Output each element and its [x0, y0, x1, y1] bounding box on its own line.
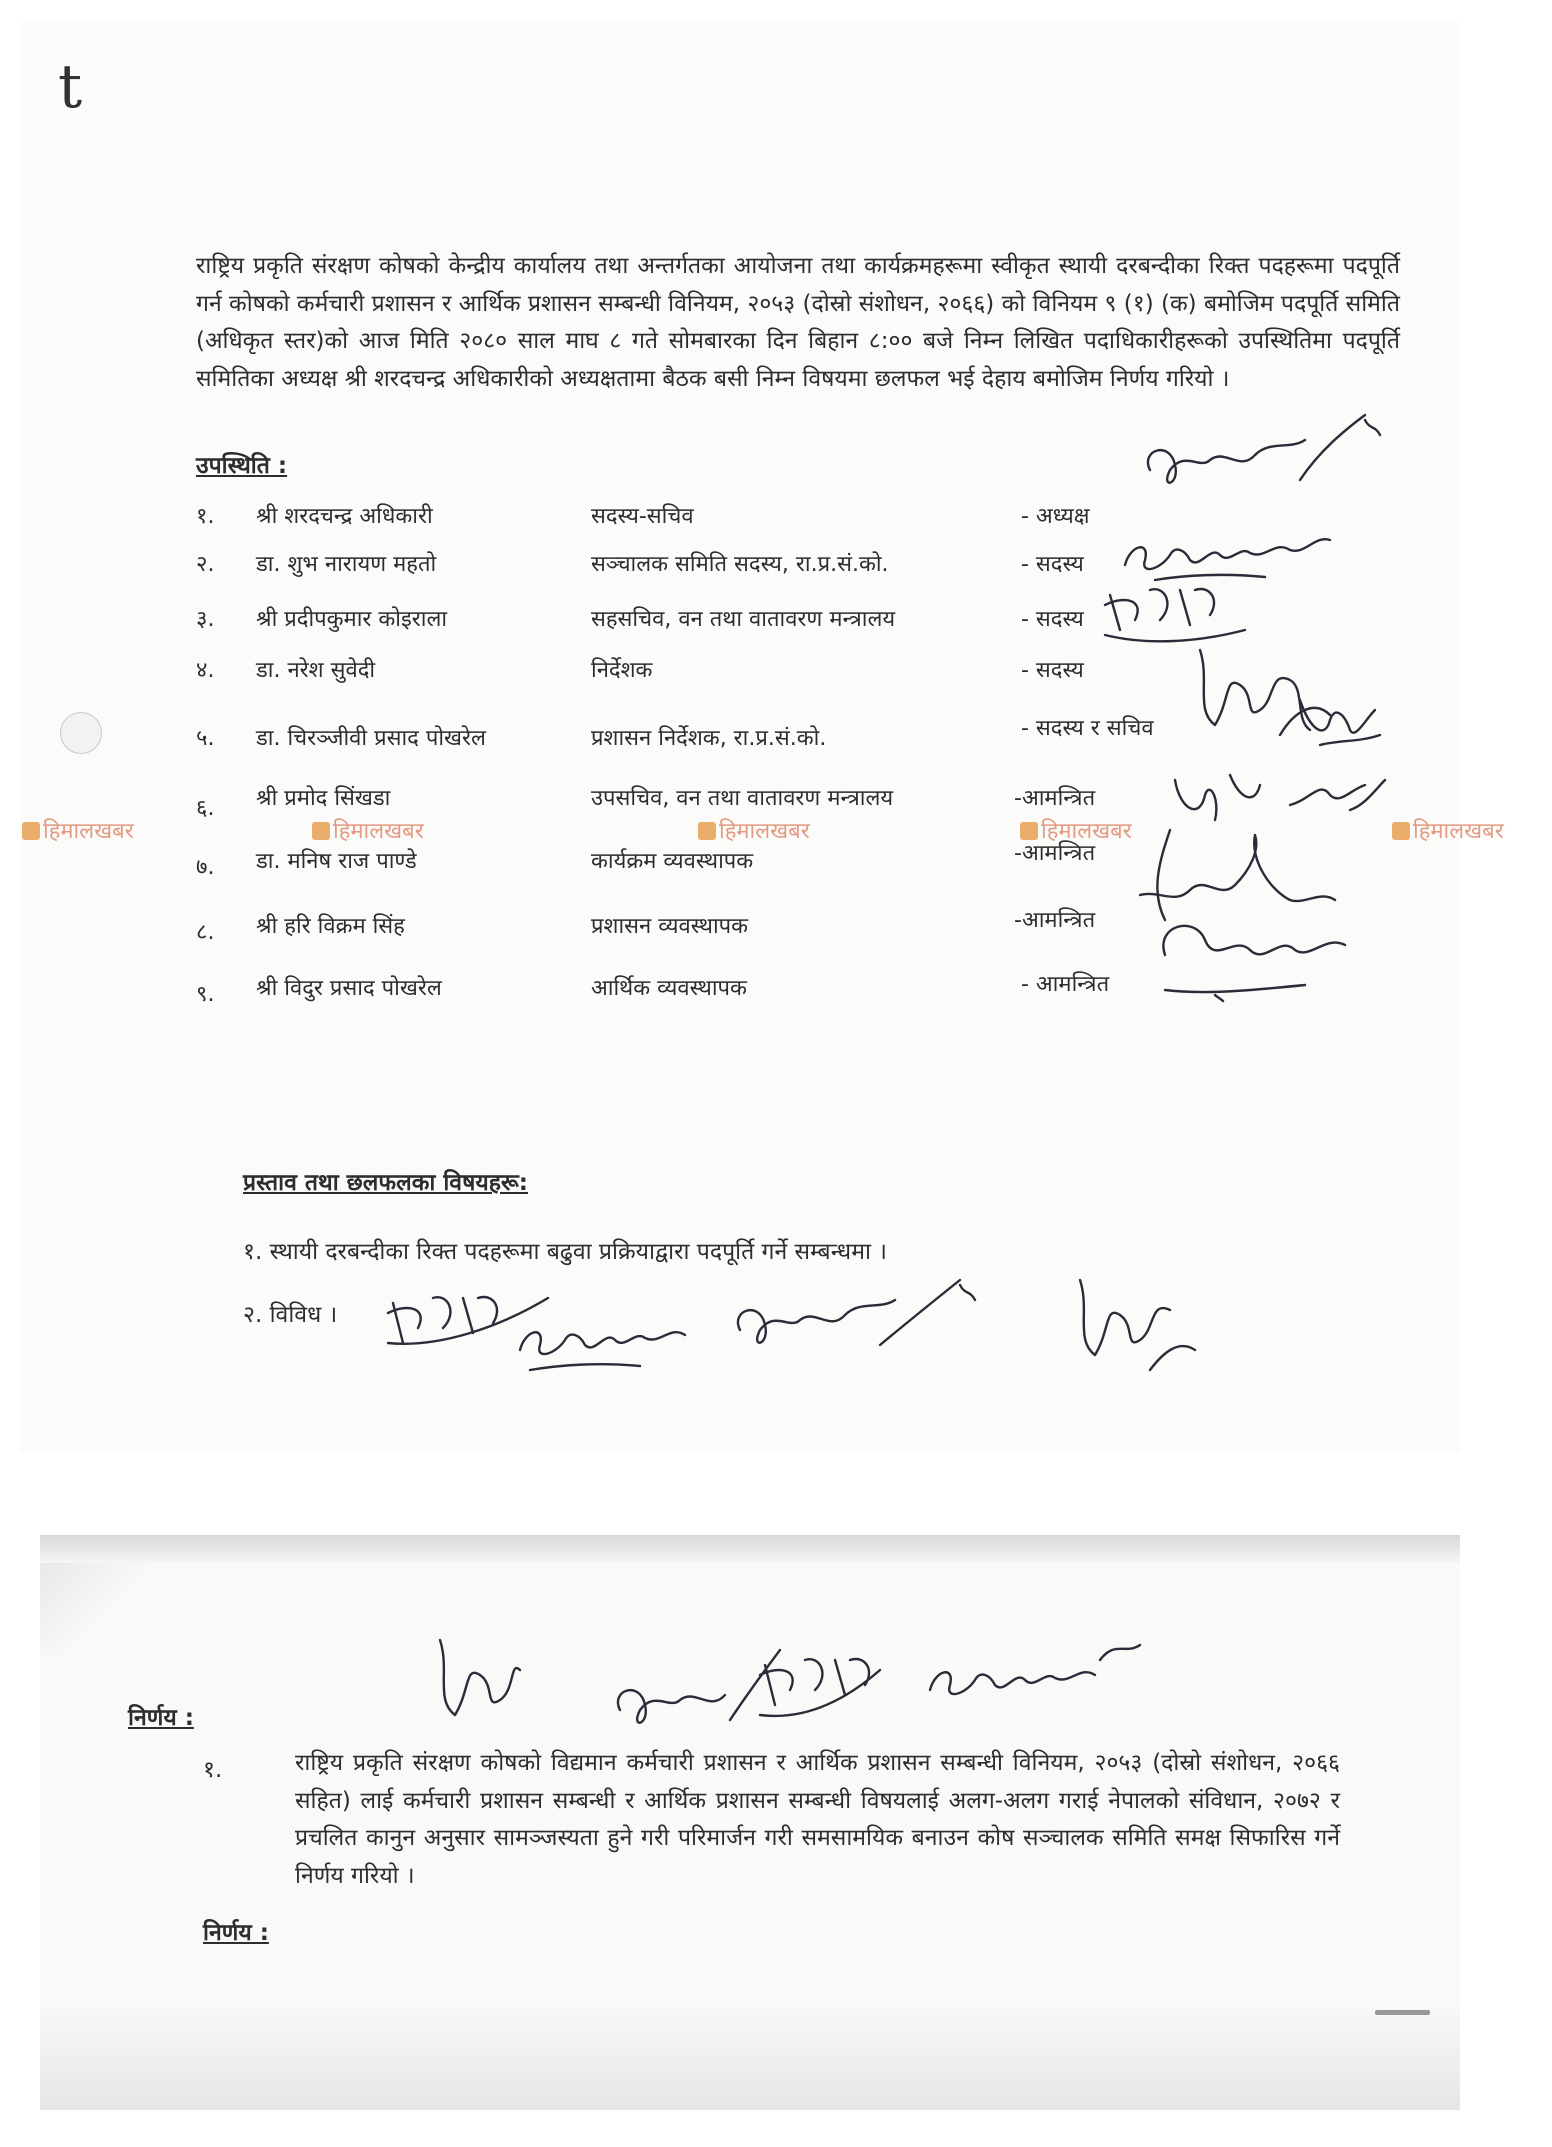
attendee-role: - आमन्त्रित	[1021, 972, 1110, 997]
page-top-shadow	[40, 1535, 1460, 1563]
attendee-number: ९.	[196, 982, 215, 1007]
attendee-row	[196, 654, 1296, 694]
page-bottom-shadow	[40, 2000, 1460, 2110]
attendee-role: - सदस्य	[1021, 552, 1084, 577]
attendee-number: ८.	[196, 920, 215, 945]
attendee-name: डा. मनिष राज पाण्डे	[256, 849, 417, 874]
signature-mahato	[920, 1630, 1160, 1720]
attendee-role: - अध्यक्ष	[1021, 504, 1090, 529]
attendee-name: डा. चिरञ्जीवी प्रसाद पोखरेल	[256, 726, 486, 751]
watermark: हिमालखबर	[312, 815, 424, 845]
signature-pokharel	[1290, 680, 1390, 760]
attendee-role: -आमन्त्रित	[1014, 908, 1096, 933]
attendee-post: प्रशासन व्यवस्थापक	[591, 914, 749, 939]
decision-heading-second: निर्णय :	[203, 1920, 269, 1946]
attendee-post: सहसचिव, वन तथा वातावरण मन्त्रालय	[591, 607, 896, 632]
attendee-role: - सदस्य	[1021, 658, 1084, 683]
watermark-logo-icon	[1020, 822, 1038, 840]
intro-paragraph: राष्ट्रिय प्रकृति संरक्षण कोषको केन्द्रीय कार्यालय तथा अन्तर्गतका आयोजना तथा कार्यक्रमहरूमा स्वीकृत स्थायी दरबन्दीका रिक्त पदहरूमा पदपूर्ति गर्न कोषको कर्मचारी प्रशासन र आर्थिक प्रशासन सम्बन्धी विनियम, २०५३ (दोस्रो संशोधन, २०६६) को विनियम ९ (१) (क) बमोजिम पदपूर्ति समिति (अधिकृत स्तर)को आज मिति २०८० साल माघ ८ गते सोमबारका दिन बिहान ८:०० बजे निम्न लिखित पदाधिकारीहरूको उपस्थितिमा पदपूर्ति समितिका अध्यक्ष श्री शरदचन्द्र अधिकारीको अध्यक्षतामा बैठक बसी निम्न विषयमा छलफल भई देहाय बमोजिम निर्णय गरियो ।	[196, 253, 1400, 392]
attendee-role: -आमन्त्रित	[1014, 786, 1096, 811]
attendance-heading: उपस्थिति :	[196, 453, 288, 479]
watermark-logo-icon	[698, 822, 716, 840]
attendee-number: ३.	[196, 607, 215, 632]
attendee-post: कार्यक्रम व्यवस्थापक	[591, 849, 754, 874]
agenda-item: २. विविध ।	[243, 1302, 338, 1328]
attendee-name: श्री हरि विक्रम सिंह	[256, 914, 405, 939]
attendee-post: उपसचिव, वन तथा वातावरण मन्त्रालय	[591, 786, 894, 811]
decision-paragraph: राष्ट्रिय प्रकृति संरक्षण कोषको विद्यमान कर्मचारी प्रशासन र आर्थिक प्रशासन सम्बन्धी विनियम, २०५३ (दोस्रो संशोधन, २०६६ सहित) लाई कर्मचारी प्रशासन सम्बन्धी र आर्थिक प्रशासन सम्बन्धी विषयलाई अलग-अलग गराई नेपालको संविधान, २०७२ र प्रचलित कानुन अनुसार सामञ्जस्यता हुने गरी परिमार्जन गरी समसामयिक बनाउन कोष सञ्चालक समिति समक्ष सिफारिस गर्ने निर्णय गरियो ।	[295, 1750, 1340, 1889]
signature-koirala	[750, 1650, 890, 1730]
watermark: हिमालखबर	[22, 815, 134, 845]
attendee-post: सदस्य-सचिव	[591, 504, 694, 529]
attendee-name: श्री शरदचन्द्र अधिकारी	[256, 504, 433, 529]
watermark: हिमालखबर	[1392, 815, 1504, 845]
attendee-post: निर्देशक	[591, 658, 653, 683]
attendee-post: आर्थिक व्यवस्थापक	[591, 976, 747, 1001]
attendee-name: श्री प्रदीपकुमार कोइराला	[256, 607, 448, 632]
signature-mahato	[510, 1300, 690, 1390]
watermark-logo-icon	[22, 822, 40, 840]
attendee-number: १.	[196, 504, 215, 529]
watermark: हिमालखबर	[1020, 815, 1132, 845]
signature-adhikari	[1130, 410, 1390, 530]
attendee-post: प्रशासन निर्देशक, रा.प्र.सं.को.	[591, 726, 827, 751]
attendee-role: - सदस्य	[1021, 607, 1084, 632]
corner-pen-mark: t	[58, 52, 83, 122]
attendee-name: डा. शुभ नारायण महतो	[256, 552, 437, 577]
attendee-number: ४.	[196, 658, 215, 683]
attendee-number: ५.	[196, 726, 215, 751]
attendee-row	[196, 972, 1296, 1012]
watermark: हिमालखबर	[698, 815, 810, 845]
attendee-role: -आमन्त्रित	[1014, 841, 1096, 866]
scan-mark	[1375, 2010, 1430, 2015]
signature-singh	[1145, 895, 1385, 1005]
agenda-heading: प्रस्ताव तथा छलफलका विषयहरू:	[243, 1170, 529, 1196]
attendee-name: श्री प्रमोद सिंखडा	[256, 786, 391, 811]
decision-heading: निर्णय :	[128, 1705, 194, 1731]
attendee-number: २.	[196, 552, 215, 577]
decision-number: १.	[203, 1757, 223, 1783]
attendee-name: श्री विदुर प्रसाद पोखरेल	[256, 976, 442, 1001]
punch-hole	[60, 712, 102, 754]
agenda-item: १. स्थायी दरबन्दीका रिक्त पदहरूमा बढुवा प्रक्रियाद्वारा पदपूर्ति गर्ने सम्बन्धमा ।	[243, 1239, 887, 1265]
attendee-number: ६.	[196, 796, 215, 821]
attendee-row	[196, 712, 1296, 752]
signature-subedi	[1060, 1270, 1200, 1380]
watermark-logo-icon	[312, 822, 330, 840]
signature-adhikari	[720, 1270, 990, 1370]
attendee-role: - सदस्य र सचिव	[1021, 716, 1154, 741]
attendee-post: सञ्चालक समिति सदस्य, रा.प्र.सं.को.	[591, 552, 889, 577]
attendee-number: ७.	[196, 855, 215, 880]
attendee-name: डा. नरेश सुवेदी	[256, 658, 376, 683]
signature-subedi	[420, 1630, 530, 1750]
